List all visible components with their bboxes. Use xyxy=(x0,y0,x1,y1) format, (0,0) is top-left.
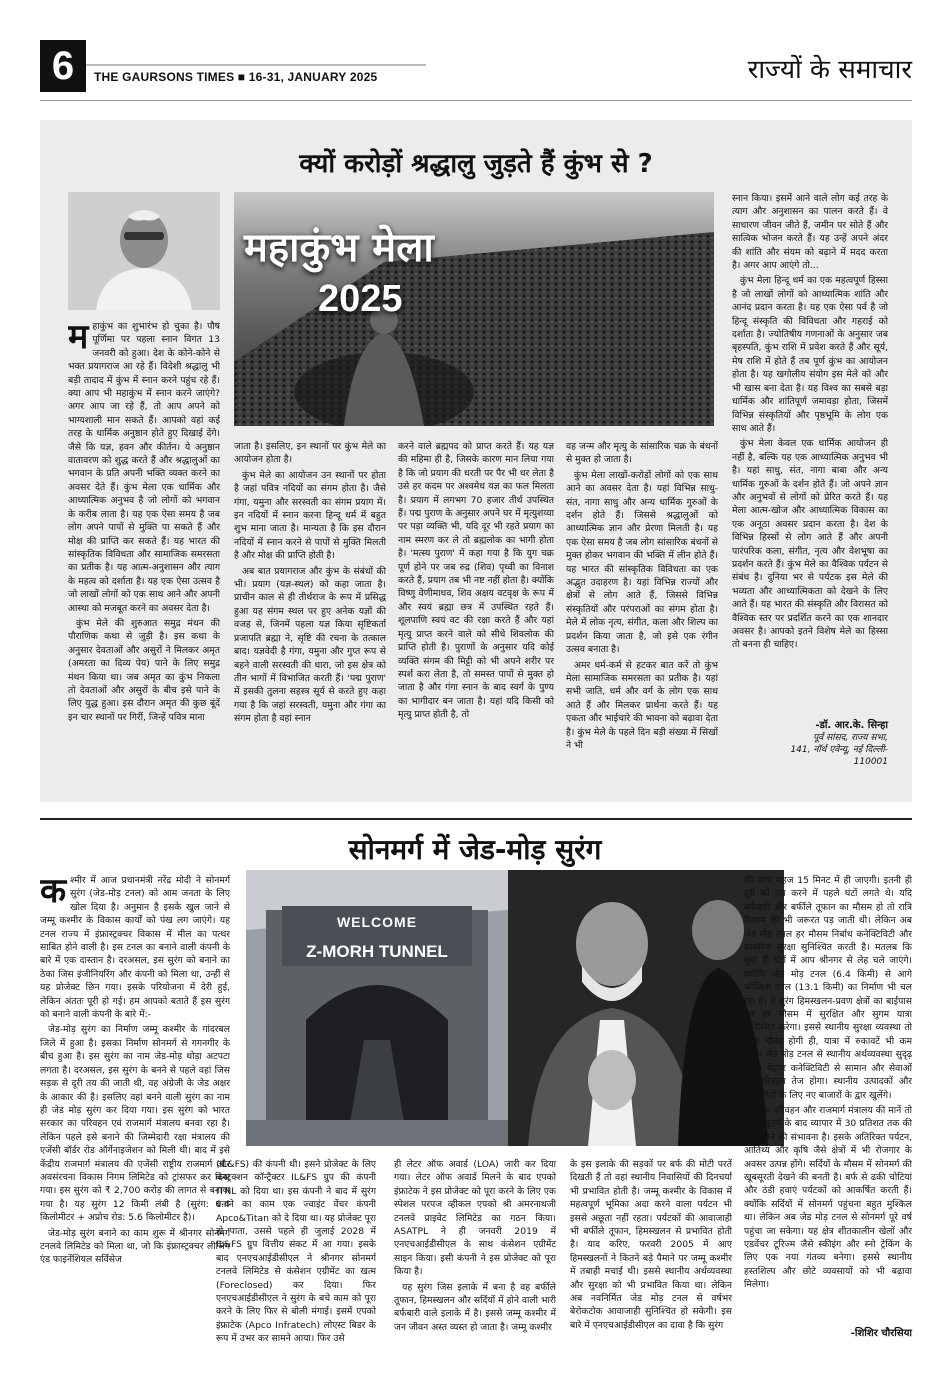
mahakumbh-photo xyxy=(234,192,714,426)
kumbh-column-1 xyxy=(68,320,220,790)
author-signature xyxy=(744,1328,912,1340)
tunnel-column-5 xyxy=(744,874,912,1326)
section-divider xyxy=(40,818,912,820)
paragraph: ही लेटर ऑफ अवार्ड (LOA) जारी कर दिया गया। लेटर ऑफ अवार्ड मिलने के बाद एपको इंफ्राटेक ने इस प्रोजेक्ट को पूरा करने के लिए एक स्पेशल परपज व्हीकल एपको श्री अमरनाथजी टनलवे प्राइवेट लिमिटेड का गठन किया। ASATPL ने ही जनवरी 2019 में एनएचआईडीसीएल के साथ कंसेशन एग्रीमेंट साइन किया। इसी कंपनी ने इस प्रोजेक्ट को पूरा किया है। xyxy=(394,1159,556,1278)
tunnel-column-3 xyxy=(394,1158,556,1344)
masthead xyxy=(40,40,912,92)
tunnel-column-4 xyxy=(570,1158,732,1344)
author-name: -डॉ. आर.के. सिन्हा xyxy=(815,720,888,731)
tunnel-name-text: Z-MORH TUNNEL xyxy=(306,942,448,961)
kumbh-column-5 xyxy=(732,192,888,712)
tunnel-headline: सोनमर्ग में जेड-मोड़ सुरंग xyxy=(348,833,602,866)
section-title: राज्यों के समाचार xyxy=(747,55,912,85)
dropcap: क xyxy=(40,874,67,911)
pm-graphic xyxy=(508,870,784,1146)
kumbh-story xyxy=(40,120,912,802)
pm-photo xyxy=(508,870,784,1146)
kumbh-column-4 xyxy=(566,440,718,790)
paragraph: कुंभ मेला केवल एक धार्मिक आयोजन ही नहीं है, बल्कि यह एक आध्यात्मिक अनुभव भी है। यहां साधु, संत, नागा बाबा और अन्य धार्मिक गुरुओं के दर्शन होते हैं। जो अपने ज्ञान और अनुभवों से लोगों को प्रेरित करते हैं। यह मेला आत्म-खोज और आध्यात्मिक विकास का एक अनूठा अवसर प्रदान करता है। देश के विभिन्न हिस्सों से लोग आते हैं और अपनी पारंपरिक कला, संगीत, नृत्य और वेशभूषा का प्रदर्शन करते हैं। कुंभ मेले का वैश्विक पर्यटन से संबंध है। दुनिया भर से पर्यटक इस मेले की भव्यता और आध्यात्मिकता को देखने के लिए आते हैं। यह भारत की संस्कृति और विरासत को वैश्विक स्तर पर प्रदर्शित करने का एक शानदार अवसर है। आपको इतने विशेष मेले का हिस्सा तो बनना ही चाहिए। xyxy=(732,438,888,651)
paragraph: यह सुरंग जिस इलाके में बना है वह बर्फीले तूफान, हिमस्खलन और सर्दियों में होने वाली भारी बर्फबारी वाले इलाके में है। इससे जम्मू कश्मीर में जन जीवन अस्त व्यस्त हो जाता है। जम्मू कश्मीर xyxy=(394,1281,556,1333)
paragraph: स्नान किया। इसमें आने वाले लोग कई तरह के त्याग और अनुशासन का पालन करते हैं। वे साधारण जीवन जीते हैं, जमीन पर सोते हैं और सात्विक भोजन करते हैं। यह उन्हें अपने अंदर की शांति और संयम को बढ़ाने में मदद करता है। अगर आप आएंगे तो... xyxy=(732,193,888,272)
paragraph: श्मीर में आज प्रधानमंत्री नरेंद्र मोदी ने सोनमर्ग सुरंग (जेड-मोड़ टनल) को आम जनता के लिए खोल दिया है। अनुमान है इसके खुल जाने से जम्मू कश्मीर के विकास कार्यों को पंख लग जाएंगे। यह टनल राज्य में इंफ्रास्ट्रक्चर विकास में मील का पत्थर साबित होने वाली है। इस टनल का बनाने वाली कंपनी के बारे में एक दास्तान है। दरअसल, इस सुरंग को बनाने का ठेका जिस इंजीनियरिंग और कंपनी को मिला था, उन्हीं से यह प्रोजेक्ट छिन गया। इसके परियोजना में देरी हुई, लेकिन अंततः पूरी हो गई। हम आपको बताते हैं इस सुरंग को बनाने वाली कंपनी के बारे में:- xyxy=(40,875,230,1021)
paragraph: सड़क परिवहन और राजमार्ग मंत्रालय की मानें तो सुरंग खुलने के बाद व्यापार में 30 प्रतिशत तक की वृद्धि होने की संभावना है। इसके अतिरिक्त पर्यटन, आतिथ्य और कृषि जैसे क्षेत्रों में भी रोजगार के अवसर उत्पन्न होंगे। सर्दियों के मौसम में सोनमर्ग की खूबसूरती देखने की बनती है। बर्फ से ढकी चोटियां और ठंडी हवाएं पर्यटकों को आकर्षित करती हैं। क्योंकि सर्दियों में सोनमर्ग पहुंचना बहुत मुश्किल था। लेकिन अब जेड मोड़ टनल से सोनमर्ग पूरे वर्ष पहुंचा जा सकेगा। यह क्षेत्र शीतकालीन खेलों और एडवेंचर टूरिज्म जैसे स्कीइंग और स्नो ट्रेकिंग के लिए एक नया गंतव्य बनेगा। इससे स्थानीय हस्तशिल्प और छोटे व्यवसायों को भी बढ़ावा मिलेगा। xyxy=(744,1104,912,1291)
author-line: 110001 xyxy=(853,757,888,767)
paragraph: वह जन्म और मृत्यु के सांसारिक चक्र के बंधनों से मुक्त हो जाता है। xyxy=(566,441,718,466)
photo-year-text: 2025 xyxy=(318,278,403,320)
masthead-rule xyxy=(86,64,426,66)
paragraph: जेड-मोड़ सुरंग का निर्माण जम्मू कश्मीर के गांदरबल जिले में हुआ है। इसका निर्माण सोनमर्ग से गगनगीर के बीच हुआ है। इस सुरंग का नाम जेड-मोड़ थोड़ा अटपटा लगता है। दरअसल, इस सुरंग के बनने से पहले वहां जिस सड़क से दूरी तय की जाती थी, वह अंग्रेजी के जेड अक्षर के आकार की है। इसलिए वहां बनने वाली सुरंग का नाम ही जेड मोड़ सुरंग कर दिया गया। इस सुरंग को भारत सरकार का परिवहन एवं राजमार्ग मंत्रालय बनवा रहा है। लेकिन पहले इसे बनाने की जिम्मेदारी रक्षा मंत्रालय की एजेंसी बॉर्डर रोड ऑर्गेनाइजेशन को मिली थी। बाद में इसे केंद्रीय राजमार्ग मंत्रालय की एजेंसी राष्ट्रीय राजमार्ग और अवसंरचना विकास निगम लिमिटेड को ट्रांसफर कर दिया गया। इस सुरंग को ₹ 2,700 करोड़ की लागत से बनाया गया है। यह सुरंग 12 किमी लंबी है (सुरंग: 6.4 किलोमीटर + अप्रोच रोड: 5.6 किलोमीटर है)। xyxy=(40,1024,230,1224)
kumbh-headline: क्यों करोड़ों श्रद्धालु जुड़ते हैं कुंभ से ? xyxy=(299,149,653,179)
paragraph: कुंभ मेले की शुरुआत समुद्र मंथन की पौराणिक कथा से जुड़ी है। इस कथा के अनुसार देवताओं और असुरों ने मिलकर अमृत (अमरता का दिव्य पेय) पाने के लिए समुद्र मंथन किया था। जब अमृत का कुंभ निकला तो देवताओं और असुरों के बीच इसे पाने के लिए युद्ध हुआ। इस दौरान अमृत की कुछ बूंदें इन चार स्थानों पर गिरीं, जिन्हें पवित्र माना xyxy=(68,617,220,723)
kumbh-column-2 xyxy=(234,440,386,790)
paragraph: हाकुंभ का शुभारंभ हो चुका है। पौष पूर्णिमा पर पहला स्नान विगत 13 जनवरी को हुआ। देश के कोने-कोने से भक्त प्रयागराज आ रहे हैं। विदेशी श्रद्धालु भी बड़ी तादाद में कुंभ में स्नान करने पहुंच रहे हैं। क्या आप भी महाकुंभ में स्नान करने जाएंगे? अगर आप जा रहे हैं, तो आप अपने को भाग्यशाली मान सकते हैं। आपको वहां कई तरह के धार्मिक अनुष्ठान होते हुए दिखाई देंगे। जैसे कि यज्ञ, हवन और कीर्तन। ये अनुष्ठान वातावरण को शुद्ध करते हैं और श्रद्धालुओं का भगवान के प्रति अपनी भक्ति व्यक्त करने का अवसर देते हैं। कुंभ मेला एक धार्मिक और आध्यात्मिक अनुभव है जो लोगों को भगवान के करीब लाता है। यह एक ऐसा समय है जब लोग अपने पापों से मुक्ति पा सकते हैं और मोक्ष की प्राप्ति कर सकते हैं। यह भारत की सांस्कृतिक विविधता और सामाजिक समरसता का प्रतीक है। यह आत्म-अनुशासन और त्याग के महत्व को दर्शाता है। यह एक ऐसा उत्सव है जो लाखों लोगों को एक साथ आने और अपनी आस्था को मजबूत करने का अवसर देता है। xyxy=(68,321,220,614)
photo-title-text: महाकुंभ मेला xyxy=(244,225,434,271)
tunnel-column-1 xyxy=(40,874,230,1344)
paragraph: जेड-मोड़ सुरंग बनाने का काम शुरू में श्रीनगर सोनमर्ग टनलवे लिमिटेड को मिला था, जो कि इंफ्रास्ट्रक्चर लीजिंग एंड फाइनेंशियल सर्विसेज xyxy=(40,1227,230,1266)
paragraph: की यात्रा महज 15 मिनट में ही जाएगी। इतनी ही दूरी को तय करने में पहले घंटों लगते थे। यदि बर्फबारी और बर्फीले तूफान का मौसम हो तो रात्रि विश्राम की भी जरूरत पड़ जाती थी। लेकिन अब जेड मोड़ टनल हर मौसम निर्बाध कनेक्टिविटी और सामरिक सुरक्षा सुनिश्चित करती है। मतलब कि कुछ ही घंटों में आप श्रीनगर से लेह चले जाएंगे। क्योंकि जेड मोड़ टनल (6.4 किमी) से आगे जोजिला टनल (13.1 किमी) का निर्माण भी चल रहा है। ये सुरंग हिमस्खलन-प्रवण क्षेत्रों का बाईपास कर हर मौसम में सुरक्षित और सुगम यात्रा सुनिश्चित करेगा। इससे स्थानीय सुरक्षा व्यवस्था तो चाक चौबंद होगी ही, यात्रा में रुकावटें भी कम होंगी। जेड मोड़ टनल से स्थानीय अर्थव्यवस्था सुदृढ़ होगी। बेहतर कनेक्टिविटी से सामान और सेवाओं का परिवहन तेज होगा। स्थानीय उत्पादकों और व्यापारियों के लिए नए बाजारों के द्वार खुलेंगे। xyxy=(744,875,912,1101)
author-signature xyxy=(732,720,888,768)
author-portrait-graphic xyxy=(68,192,220,310)
paragraph: (IL&FS) की कंपनी थी। इसने प्रोजेक्ट के लिए कंस्ट्रक्शन कॉन्ट्रैक्टर IL&FS ग्रुप की कंपनी ITNL को दिया था। इस कंपनी ने बाद में सुरंग बनाने का काम एक ज्वाइंट वेंचर कंपनी Apco&Titan को दे दिया था। यह प्रोजेक्ट पूरा हो पाता, उससे पहले ही जुलाई 2028 में IL&FS ग्रुप वित्तीय संकट में आ गया। इसके बाद एनएचआईडीसीएल ने श्रीनगर सोनमर्ग टनलवे लिमिटेड से कंसेशन एग्रीमेंट का खत्म (Foreclosed) कर दिया। फिर एनएचआईडीसीएल ने सुरंग के बचे काम को पूरा करने के लिए फिर से बोली मंगाई। इसमें एपको इंफ्राटेक (Apco Infratech) लोएस्ट बिडर के रूप में उभर कर सामने आया। फिर उसे xyxy=(216,1159,376,1344)
kumbh-column-3 xyxy=(398,440,554,790)
author-line: पूर्व सांसद, राज्य सभा, xyxy=(813,733,888,743)
dropcap: म xyxy=(68,320,89,357)
tunnel-story xyxy=(40,870,912,1350)
paragraph: जाता है। इसलिए, इन स्थानों पर कुंभ मेले का आयोजन होता है। xyxy=(234,441,386,466)
tunnel-welcome-text: WELCOME xyxy=(336,914,418,930)
tunnel-column-2 xyxy=(216,1158,376,1344)
author-line: 141, नॉर्थ एवेन्यू, नई दिल्ली- xyxy=(790,745,888,755)
tunnel-graphic xyxy=(246,870,508,1146)
page-number: 6 xyxy=(40,40,86,92)
author-name: -शिशिर चौरसिया xyxy=(850,1328,912,1339)
top-divider xyxy=(40,100,912,101)
paper-name-date: THE GAURSONS TIMES ■ 16-31, JANUARY 2025 xyxy=(94,70,378,84)
paragraph: करने वाले ब्रह्मपद को प्राप्त करते हैं। यह यज्ञ की महिमा ही है, जिसके कारण मान लिया गया है कि जो प्रयाग की धरती पर पैर भी धर लेता है उसे हर कदम पर अश्वमेध यज्ञ का फल मिलता है। प्रयाग में लगभग 70 हजार तीर्थ उपस्थित हैं। पद्म पुराण के अनुसार अपने घर में मृत्युशय्या पर पड़ा व्यक्ति भी, यदि दूर भी रहते प्रयाग का नाम स्मरण कर ले तो ब्रह्मलोक का भागी होता है। 'मत्स्य पुराण' में कहा गया है कि युग चक्र पूर्ण होने पर जब रुद्र (शिव) पृथ्वी का विनाश करते हैं, प्रयाग तब भी नष्ट नहीं होता है। क्योंकि विष्णु वेणीमाधव, शिव अक्षय वटवृक्ष के रूप में और स्वयं ब्रह्मा छत्र में उपस्थित रहते हैं। शूलपाणि स्वयं वट की रक्षा करते हैं और यहां मृत्यु प्राप्त करने वाले को सीधे शिवलोक की प्राप्ति होती है। पुराणों के अनुसार यदि कोई व्यक्ति संगम की मिट्टी को भी अपने शरीर पर स्पर्श करा लेता है, तो समस्त पापों से मुक्त हो जाता है और गंगा स्नान के बाद स्वर्ग के पुण्य का भागीदार बन जाता है। यहां यदि किसी को मृत्यु प्राप्त होती है, तो xyxy=(398,441,554,721)
tunnel-photo xyxy=(246,870,508,1146)
paragraph: अब बात प्रयागराज और कुंभ के संबंधों की भी। प्रयाग (यज्ञ-स्थल) को कहा जाता है। प्राचीन काल से ही तीर्थराज के रूप में प्रसिद्ध हुआ यह संगम स्थल पर हुए अनेक यज्ञों की वजह से, जिनमें पहला यज्ञ किया सृष्टिकर्ता प्रजापति ब्रह्मा ने, सृष्टि की रचना के तत्काल बाद। यज्ञवेदी है गंगा, यमुना और गुप्त रूप से बहने वाली सरस्वती की धारा, जो इस क्षेत्र को तीन भागों में विभाजित करती हैं। 'पद्म पुराण' में इसकी तुलना सहस्त्र सूर्य से करते हुए कहा गया है कि जहां सरस्वती, यमुना और गंगा का संगम होता है वहां स्नान xyxy=(234,565,386,725)
paragraph: के इस इलाके की सड़कों पर बर्फ की मोटी परतें दिखती हैं तो वहां स्थानीय निवासियों की दिनचर्या भी प्रभावित होती है। जम्मू कश्मीर के विकास में महत्वपूर्ण भूमिका अदा करने वाला पर्यटन भी इससे अछूता नहीं रहता। पर्यटकों की आवाजाही भी बर्फीले तूफान, हिमस्खलन से प्रभावित होती है। याद करिए, फरवरी 2005 में आए हिमस्खलनों ने कितने बड़े पैमाने पर जम्मू कश्मीर में तबाही मचाई थी। इससे स्थानीय अर्थव्यवस्था और सुरक्षा को भी प्रभावित किया था। लेकिन अब नवनिर्मित जेड मोड़ टनल से वर्षभर बेरोकटोक आवाजाही सुनिश्चित हो सकेगी। इस बारे में एनएचआईडीसीएल का दावा है कि सुरंग xyxy=(570,1159,732,1331)
author-portrait xyxy=(68,192,220,310)
paragraph: कुंभ मेले का आयोजन उन स्थानों पर होता है जहां पवित्र नदियों का संगम होता है। जैसे गंगा, यमुना और सरस्वती का संगम प्रयाग में। इन नदियों में स्नान करना हिन्दू धर्म में बहुत शुभ माना जाता है। मान्यता है कि इस दौरान नदियों में स्नान करने से पापों से मुक्ति मिलती है और मोक्ष की प्राप्ति होती है। xyxy=(234,469,386,562)
paragraph: कुंभ मेला लाखों-करोड़ों लोगों को एक साथ आने का अवसर देता है। यहां विभिन्न साधु-संत, नागा साधु और अन्य धार्मिक गुरुओं के दर्शन होते हैं। जिससे श्रद्धालुओं को आध्यात्मिक ज्ञान और प्रेरणा मिलती है। यह एक ऐसा समय है जब लोग सांसारिक बंधनों से मुक्त होकर भगवान की भक्ति में लीन होते हैं। यह भारत की सांस्कृतिक विविधता का एक अद्भुत उदाहरण है। यहां विभिन्न राज्यों और क्षेत्रों से लोग आते हैं, जिससे विभिन्न संस्कृतियों और परंपराओं का संगम होता है। मेले में लोक नृत्य, संगीत, कला और शिल्प का प्रदर्शन किया जाता है, जो इसे एक रंगीन उत्सव बनाता है। xyxy=(566,469,718,656)
paragraph: अमर धर्म-कर्म से हटकर बात करें तो कुंभ मेला सामाजिक समरसता का प्रतीक है। यहां सभी जाति, धर्म और वर्ग के लोग एक साथ आते हैं और मिलकर प्रार्थना करते हैं। यह एकता और भाईचारे की भावना को बढ़ावा देता है। कुंभ मेले के पहले दिन बड़ी संख्या में सिखों ने भी xyxy=(566,659,718,751)
paragraph: कुंभ मेला हिन्दू धर्म का एक महत्वपूर्ण हिस्सा है जो लाखों लोगों को आध्यात्मिक शांति और आनंद प्रदान करता है। यह एक ऐसा पर्व है जो हिन्दू संस्कृति की विविधता और गहराई को दर्शाता है। ज्योतिषीय गणनाओं के अनुसार जब बृहस्पति, कुंभ राशि में प्रवेश करते हैं और सूर्य, मेष राशि में होते हैं तब पूर्ण कुंभ का आयोजन होता है। यह खगोलीय संयोग इस मेले को और भी खास बना देता है। यह विश्व का सबसे बड़ा धार्मिक और शांतिपूर्ण जमावड़ा होता, जिसमें विभिन्न संस्कृतियों और पृष्ठभूमि के लोग एक साथ आते हैं। xyxy=(732,275,888,434)
